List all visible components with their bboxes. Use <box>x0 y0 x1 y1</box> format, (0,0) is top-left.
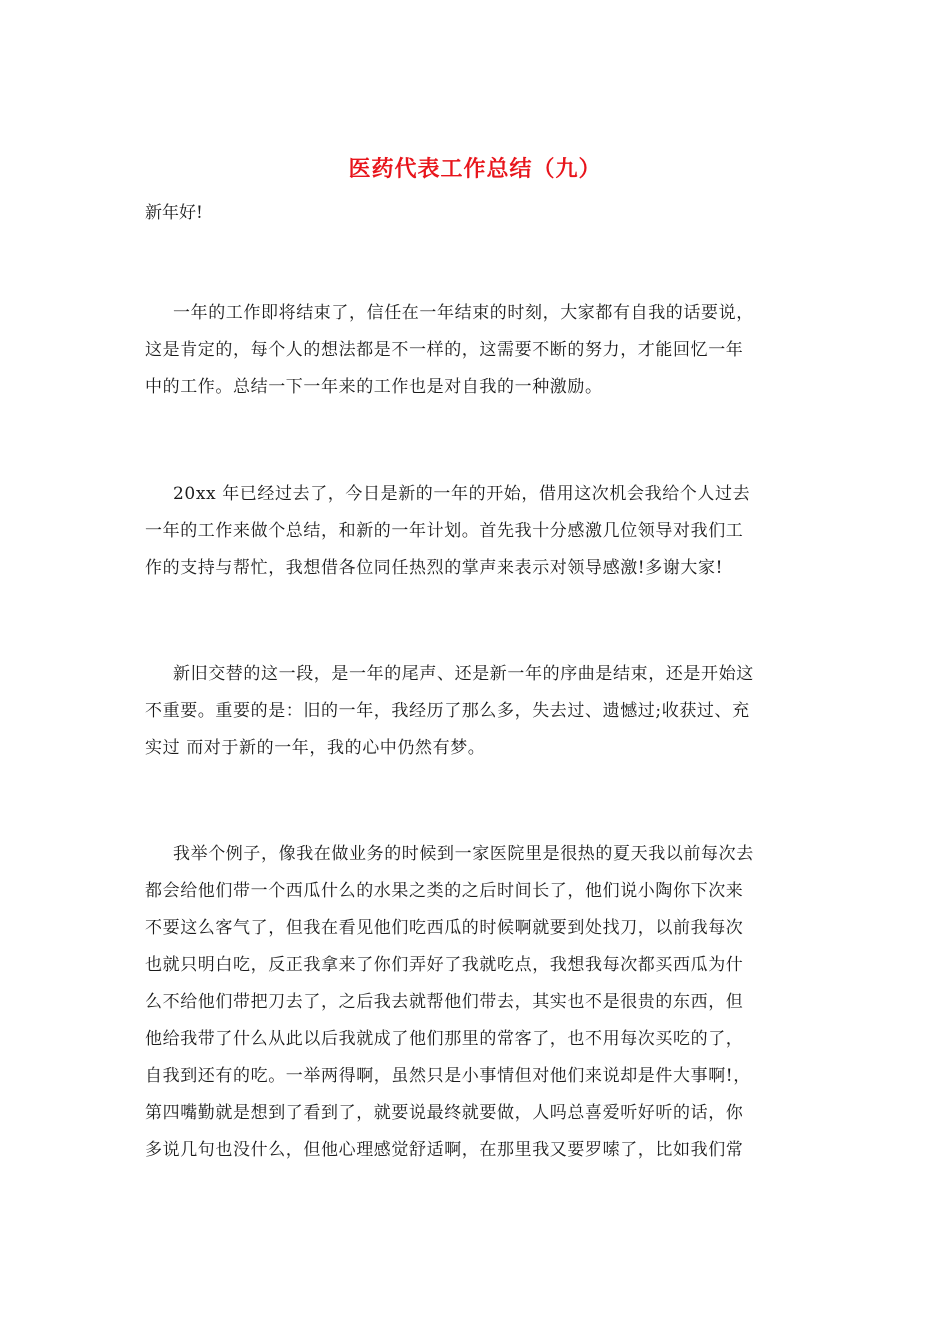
paragraph-line: 一年的工作来做个总结，和新的一年计划。首先我十分感激几位领导对我们工 <box>145 521 744 541</box>
paragraph-line: 不要这么客气了，但我在看见他们吃西瓜的时候啊就要到处找刀，以前我每次 <box>145 918 744 938</box>
paragraph-line: 第四嘴勤就是想到了看到了，就要说最终就要做，人吗总喜爱听好听的话，你 <box>145 1103 744 1123</box>
greeting: 新年好! <box>145 203 203 223</box>
paragraph-line: 20xx 年已经过去了，今日是新的一年的开始，借用这次机会我给个人过去 <box>173 484 751 504</box>
paragraph-line: 多说几句也没什么，但他心理感觉舒适啊，在那里我又要罗嗦了，比如我们常 <box>145 1140 744 1160</box>
paragraph-line: 实过 而对于新的一年，我的心中仍然有梦。 <box>145 738 486 758</box>
paragraph-line: 新旧交替的这一段，是一年的尾声、还是新一年的序曲是结束，还是开始这 <box>173 664 754 684</box>
paragraph-line: 自我到还有的吃。一举两得啊，虽然只是小事情但对他们来说却是件大事啊!， <box>145 1066 751 1086</box>
paragraph-1 <box>145 295 810 406</box>
paragraph-line: 么不给他们带把刀去了，之后我去就帮他们带去，其实也不是很贵的东西，但 <box>145 992 744 1012</box>
paragraph-line: 也就只明白吃，反正我拿来了你们弄好了我就吃点，我想我每次都买西瓜为什 <box>145 955 744 975</box>
paragraph-line: 这是肯定的，每个人的想法都是不一样的，这需要不断的努力，才能回忆一年 <box>145 340 744 360</box>
document-title: 医药代表工作总结（九） <box>348 156 602 182</box>
paragraph-3 <box>145 656 810 767</box>
paragraph-line: 中的工作。总结一下一年来的工作也是对自我的一种激励。 <box>145 377 603 397</box>
paragraph-line: 一年的工作即将结束了，信任在一年结束的时刻，大家都有自我的话要说， <box>173 303 754 323</box>
paragraph-line: 不重要。重要的是：旧的一年，我经历了那么多，失去过、遗憾过;收获过、充 <box>145 701 750 721</box>
paragraph-line: 作的支持与帮忙，我想借各位同任热烈的掌声来表示对领导感激!多谢大家! <box>145 558 724 578</box>
paragraph-line: 他给我带了什么从此以后我就成了他们那里的常客了，也不用每次买吃的了， <box>145 1029 744 1049</box>
paragraph-2 <box>145 476 810 587</box>
paragraph-4 <box>145 836 810 1169</box>
paragraph-line: 我举个例子，像我在做业务的时候到一家医院里是很热的夏天我以前每次去 <box>173 844 754 864</box>
paragraph-line: 都会给他们带一个西瓜什么的水果之类的之后时间长了，他们说小陶你下次来 <box>145 881 744 901</box>
